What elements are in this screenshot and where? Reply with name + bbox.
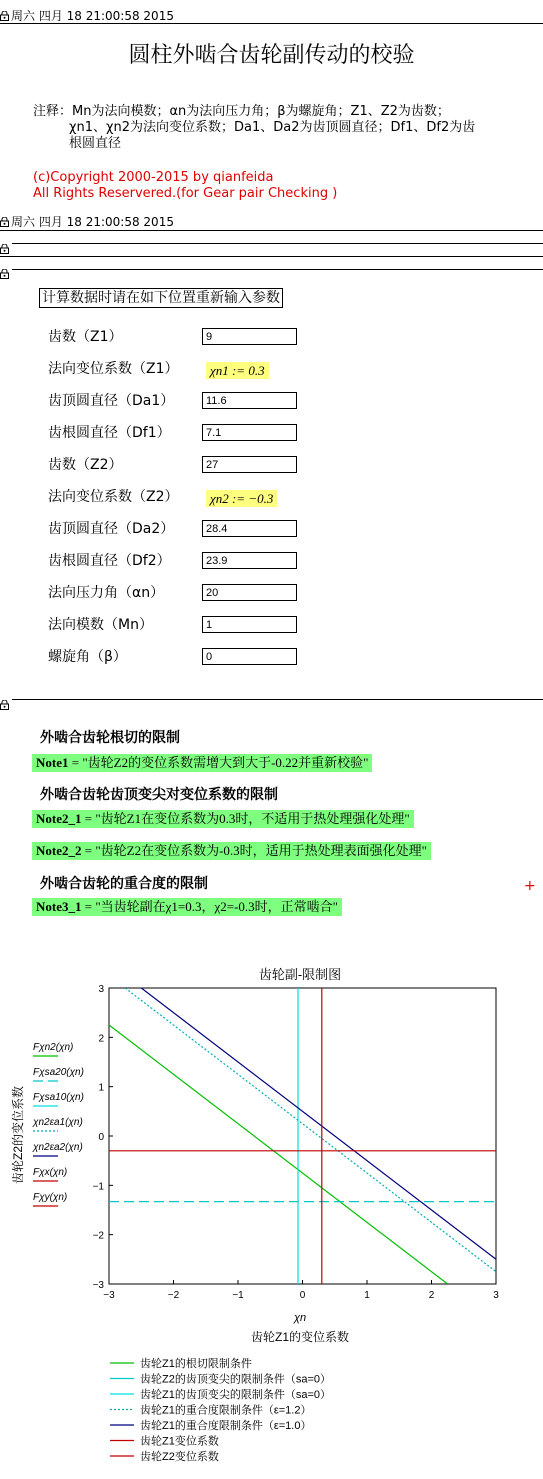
label-beta: 螺旋角（β） — [48, 649, 127, 665]
label-da1: 齿顶圆直径（Da1） — [48, 393, 175, 409]
lock-icon — [0, 217, 9, 227]
timestamp: 周六 四月 18 21:00:58 2015 — [11, 215, 174, 229]
input-df1[interactable]: 7.1 — [202, 424, 297, 441]
chart-legend — [110, 1356, 331, 1463]
legend-label-5: 齿轮Z1变位系数 — [140, 1435, 219, 1448]
note2-2 — [32, 842, 431, 860]
chart-title: 齿轮副-限制图 — [258, 967, 342, 982]
plot-frame — [109, 988, 496, 1284]
note2-1-value: = "齿轮Z1在变位系数为0.3时，不适用于热处理强化处理" — [81, 811, 410, 826]
params-heading: 计算数据时请在如下位置重新输入参数 — [39, 288, 283, 308]
note-line-3: 根圆直径 — [69, 136, 122, 151]
label-an: 法向压力角（αn） — [48, 585, 165, 601]
label-da2: 齿顶圆直径（Da2） — [48, 521, 175, 537]
note-line-1: 注释：Mn为法向模数；αn为法向压力角；β为螺旋角；Z1、Z2为齿数； — [33, 104, 450, 119]
y-axis-label: 齿轮Z2的变位系数 — [11, 1085, 25, 1185]
input-mn[interactable]: 1 — [202, 616, 297, 633]
x-axis-label: χn — [293, 1312, 307, 1324]
x-tick-label-0: −3 — [103, 1290, 115, 1301]
y-tick-label-2: 1 — [98, 1082, 104, 1094]
series-name-1: Fχsa20(χn) — [33, 1067, 84, 1078]
x-axis-caption: 齿轮Z1的变位系数 — [250, 1330, 350, 1344]
label-df1: 齿根圆直径（Df1） — [48, 425, 171, 441]
label-z1: 齿数（Z1） — [48, 329, 123, 345]
series-name-2: Fχsa10(χn) — [33, 1092, 84, 1103]
region-divider — [0, 230, 543, 231]
lock-icon — [0, 11, 9, 21]
legend-label-3: 齿轮Z1的重合度限制条件（ε=1.2） — [140, 1404, 312, 1417]
note3-1-value: = "当齿轮副在χ1=0.3，χ2=-0.3时，正常啮合" — [81, 899, 338, 914]
label-mn: 法向模数（Mn） — [48, 617, 153, 633]
lock-icon — [0, 244, 9, 254]
y-tick-label-4: −1 — [92, 1181, 104, 1193]
series-name-0: Fχn2(χn) — [33, 1042, 74, 1053]
lock-icon — [0, 700, 9, 710]
note1-value: = "齿轮Z2的变位系数需增大到大于-0.22并重新校验" — [68, 755, 369, 770]
note2-1-name: Note2_1 — [36, 811, 82, 826]
region-divider — [12, 699, 543, 700]
note2-1 — [32, 810, 414, 828]
label-xn2: 法向变位系数（Z2） — [48, 489, 179, 505]
lock-icon — [0, 269, 9, 279]
y-tick-label-3: 0 — [98, 1132, 104, 1143]
plot-area — [109, 988, 496, 1284]
section-tip-sharpening: 外啮合齿轮齿顶变尖对变位系数的限制 — [40, 787, 278, 803]
note3-1 — [32, 898, 342, 916]
region-header-2 — [0, 215, 174, 229]
label-df2: 齿根圆直径（Df2） — [48, 553, 171, 569]
region-header-1 — [0, 9, 174, 23]
input-xn2[interactable]: χn2 := −0.3 — [206, 490, 277, 507]
series-name-5: Fχx(χn) — [33, 1167, 68, 1178]
input-xn1[interactable]: χn1 := 0.3 — [206, 362, 269, 379]
y-tick-label-6: −3 — [92, 1280, 104, 1291]
annotation-note — [33, 104, 533, 152]
x-tick-label-2: −1 — [232, 1290, 244, 1301]
region-divider — [0, 23, 543, 24]
series-name-3: χn2εa1(χn) — [33, 1117, 83, 1128]
y-tick-label-1: 2 — [98, 1033, 104, 1045]
label-z2: 齿数（Z2） — [48, 457, 123, 473]
note2-2-name: Note2_2 — [36, 843, 82, 858]
note1 — [32, 754, 372, 772]
region-divider — [12, 243, 543, 244]
note1-name: Note1 — [36, 755, 69, 770]
series-name-6: Fχy(χn) — [33, 1192, 68, 1203]
copyright-line-2: All Rights Reservered.(for Gear pair Checking ) — [33, 186, 338, 201]
region-divider — [0, 256, 543, 257]
y-tick-label-0: 3 — [98, 984, 104, 995]
legend-label-0: 齿轮Z1的根切限制条件 — [140, 1358, 252, 1370]
timestamp: 周六 四月 18 21:00:58 2015 — [11, 9, 174, 23]
page-title: 圆柱外啮合齿轮副传动的校验 — [128, 43, 415, 68]
note3-1-name: Note3_1 — [36, 899, 82, 914]
input-an[interactable]: 20 — [202, 584, 297, 601]
y-tick-label-5: −2 — [92, 1230, 104, 1242]
input-z1[interactable]: 9 — [202, 328, 297, 345]
collapsed-region-lock[interactable] — [0, 263, 11, 282]
region-divider — [12, 269, 543, 270]
label-xn1: 法向变位系数（Z1） — [48, 361, 179, 377]
limit-chart — [0, 955, 543, 1475]
input-da1[interactable]: 11.6 — [202, 392, 297, 409]
x-tick-label-6: 3 — [493, 1290, 499, 1301]
legend-label-2: 齿轮Z1的齿顶变尖的限制条件（sa=0） — [140, 1389, 331, 1401]
input-da2[interactable]: 28.4 — [202, 520, 297, 537]
input-beta[interactable]: 0 — [202, 648, 297, 665]
x-tick-label-1: −2 — [167, 1290, 180, 1301]
legend-label-1: 齿轮Z2的齿顶变尖的限制条件（sa=0） — [140, 1373, 331, 1386]
section-contact-ratio: 外啮合齿轮的重合度的限制 — [40, 876, 208, 892]
legend-label-6: 齿轮Z2变位系数 — [140, 1451, 219, 1463]
plus-marker: + — [524, 878, 536, 894]
collapsed-region-lock[interactable] — [0, 238, 11, 257]
x-tick-label-4: 1 — [364, 1290, 370, 1301]
input-df2[interactable]: 23.9 — [202, 552, 297, 569]
series-name-4: χn2εa2(χn) — [33, 1142, 83, 1153]
collapsed-region-lock[interactable] — [0, 694, 11, 713]
copyright-line-1: (c)Copyright 2000-2015 by qianfeida — [33, 170, 274, 185]
x-tick-label-3: 0 — [299, 1290, 306, 1301]
x-tick-label-5: 2 — [428, 1290, 435, 1301]
note-line-2: χn1、χn2为法向变位系数；Da1、Da2为齿顶圆直径；Df1、Df2为齿 — [69, 120, 476, 135]
input-z2[interactable]: 27 — [202, 456, 297, 473]
series-names — [32, 1042, 84, 1206]
legend-label-4: 齿轮Z1的重合度限制条件（ε=1.0） — [140, 1420, 312, 1432]
note2-2-value: = "齿轮Z2在变位系数为-0.3时，适用于热处理表面强化处理" — [81, 843, 427, 858]
section-undercut: 外啮合齿轮根切的限制 — [40, 730, 180, 746]
